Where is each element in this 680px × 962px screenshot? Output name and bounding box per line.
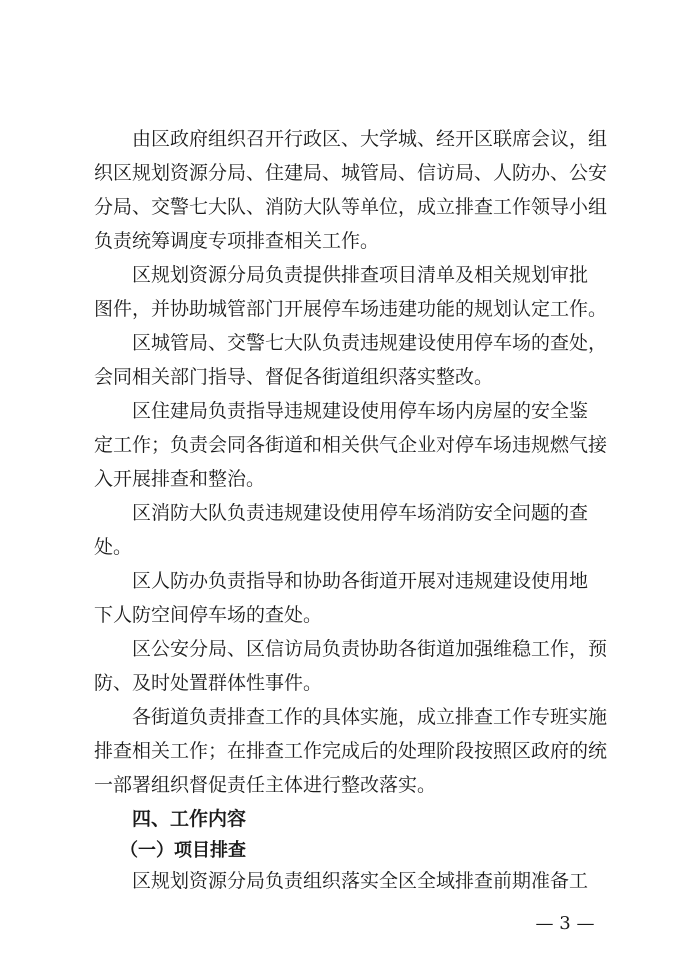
paragraph-2-line-1: 区规划资源分局负责提供排查项目清单及相关规划审批 [132, 264, 589, 286]
paragraph-1-line-4: 负责统筹调度专项排查相关工作。 [94, 230, 380, 252]
paragraph-5-line-2: 处。 [94, 536, 133, 558]
sub-heading: （一）项目排查 [120, 840, 246, 861]
paragraph-2-line-2: 图件，并协助城管部门开展停车场违建功能的规划认定工作。 [94, 298, 608, 320]
paragraph-3-line-1: 区城管局、交警七大队负责违规建设使用停车场的查处， [132, 332, 608, 354]
paragraph-7-line-1: 区公安分局、区信访局负责协助各街道加强维稳工作，预 [132, 638, 608, 660]
paragraph-8-line-1: 各街道负责排查工作的具体实施，成立排查工作专班实施 [132, 706, 608, 728]
paragraph-4-line-3: 入开展排查和整治。 [94, 468, 266, 490]
section-heading: 四、工作内容 [132, 808, 247, 830]
paragraph-8-line-2: 排查相关工作；在排查工作完成后的处理阶段按照区政府的统 [94, 740, 608, 762]
paragraph-1-line-3: 分局、交警七大队、消防大队等单位，成立排查工作领导小组 [94, 196, 608, 218]
paragraph-1-line-2: 织区规划资源分局、住建局、城管局、信访局、人防办、公安 [94, 162, 608, 184]
paragraph-4-line-1: 区住建局负责指导违规建设使用停车场内房屋的安全鉴 [132, 400, 589, 422]
paragraph-4-line-2: 定工作；负责会同各街道和相关供气企业对停车场违规燃气接 [94, 434, 608, 456]
page-number: — 3 — [535, 913, 595, 934]
paragraph-1-line-1: 由区政府组织召开行政区、大学城、经开区联席会议，组 [132, 128, 608, 150]
paragraph-6-line-1: 区人防办负责指导和协助各街道开展对违规建设使用地 [132, 570, 589, 592]
paragraph-6-line-2: 下人防空间停车场的查处。 [94, 604, 323, 626]
paragraph-3-line-2: 会同相关部门指导、督促各街道组织落实整改。 [94, 366, 494, 388]
paragraph-5-line-1: 区消防大队负责违规建设使用停车场消防安全问题的查 [132, 502, 589, 524]
final-paragraph-line-1: 区规划资源分局负责组织落实全区全域排查前期准备工 [132, 870, 589, 892]
paragraph-8-line-3: 一部署组织督促责任主体进行整改落实。 [94, 774, 437, 796]
paragraph-7-line-2: 防、及时处置群体性事件。 [94, 672, 323, 694]
